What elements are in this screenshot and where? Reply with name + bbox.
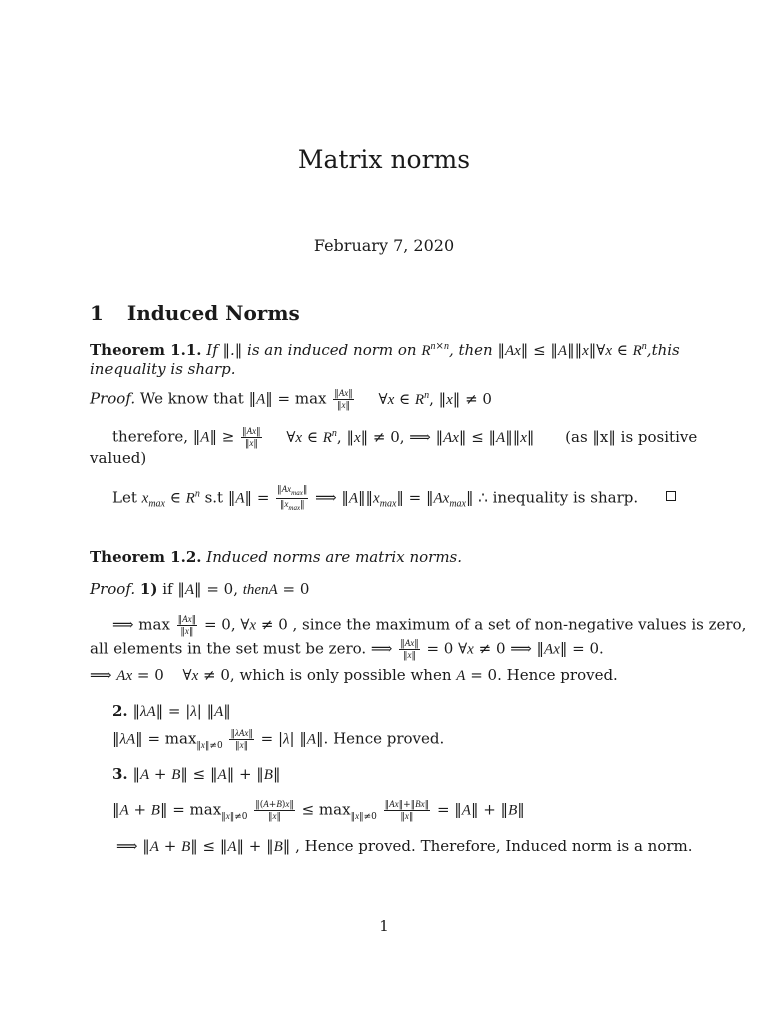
theorem-1-1-line2: inequality is sharp. (90, 360, 236, 378)
proof-step-2-body: ‖λA‖ = $\max_{‖x‖\ne 0}$ $\frac{\text{‖λAx‖}}{‖x‖}$ = |λ| ‖A‖. Hence proved. (112, 728, 445, 751)
section-number: 1 (90, 301, 104, 325)
section-title: Induced Norms (126, 301, 300, 325)
proof-step-1-line-2: ⟹ max $\frac{‖Ax‖}{‖x‖}$ = 0, ∀x ≠ 0 , since the maximum of a set of non-negative values is zero, (112, 614, 747, 637)
proof-line-1: Proof. We know that ‖A‖ = max $\frac{‖Ax‖}{‖x‖}$ ∀x ∈ $R^n$, ‖x‖ ≠ 0 (90, 388, 492, 411)
proof-step-1-line-3: all elements in the set must be zero. ⟹ $\frac{‖Ax‖}{‖x‖}$ = 0 ∀x ≠ 0 ⟹ ‖Ax‖ = 0. (90, 638, 604, 661)
proof-step-1-line-4: ⟹ Ax = 0 ∀x ≠ 0, which is only possible when A = 0. Hence proved. (90, 666, 618, 684)
proof-step-3-heading: 3. ‖A + B‖ ≤ ‖A‖ + ‖B‖ (112, 765, 281, 783)
section-heading (90, 301, 300, 325)
proof-step-1: Proof. 1) if ‖A‖ = 0, thenA = 0 (90, 580, 310, 598)
proof-line-3: Let $x_{max}$ ∈ $R^n$ s.t ‖A‖ = $\frac{‖Ax_{max}‖}{‖x_{max}‖}$ ⟹ $‖A‖‖x_{max}‖$ = $‖Ax_{max}‖$ ∴ inequality is sharp. (112, 484, 639, 512)
theorem-label: Theorem 1.1. (90, 341, 202, 359)
proof-line-2-cont: valued) (90, 449, 147, 467)
qed-box (666, 491, 676, 501)
proof-label: Proof. (90, 389, 136, 408)
theorem-label: Theorem 1.2. (90, 548, 202, 566)
proof-line-2: therefore, ‖A‖ ≥ $\frac{‖Ax‖}{‖x‖}$ ∀x ∈ $R^n$, ‖x‖ ≠ 0, ⟹ ‖Ax‖ ≤ ‖A‖‖x‖ (as ‖x‖ is positive (112, 426, 698, 449)
proof-step-3-body: ‖A + B‖ = $\max_{‖x‖\ne 0}$ $\frac{‖(A+B)x‖}{‖x‖}$ ≤ $\max_{‖x‖\ne 0}$ $\frac{‖Ax‖+‖Bx‖}{‖x‖}$ = ‖A‖ + ‖B‖ (112, 799, 525, 822)
page-title: Matrix norms (297, 145, 471, 174)
proof-conclusion: ⟹ ‖A + B‖ ≤ ‖A‖ + ‖B‖ , Hence proved. Therefore, Induced norm is a norm. (116, 837, 693, 855)
page-date: February 7, 2020 (313, 236, 455, 255)
page-number: 1 (379, 917, 389, 935)
proof-label: Proof. (90, 580, 136, 598)
theorem-1-1: Theorem 1.1. If ‖.‖ is an induced norm on $R^{n\times n}$, then ‖Ax‖ ≤ ‖A‖‖x‖∀x ∈ $R^n,this$ (90, 341, 680, 359)
proof-step-2-heading: 2. ‖λA‖ = |λ| ‖A‖ (112, 702, 231, 720)
theorem-1-2: Theorem 1.2. Induced norms are matrix norms. (90, 548, 463, 566)
